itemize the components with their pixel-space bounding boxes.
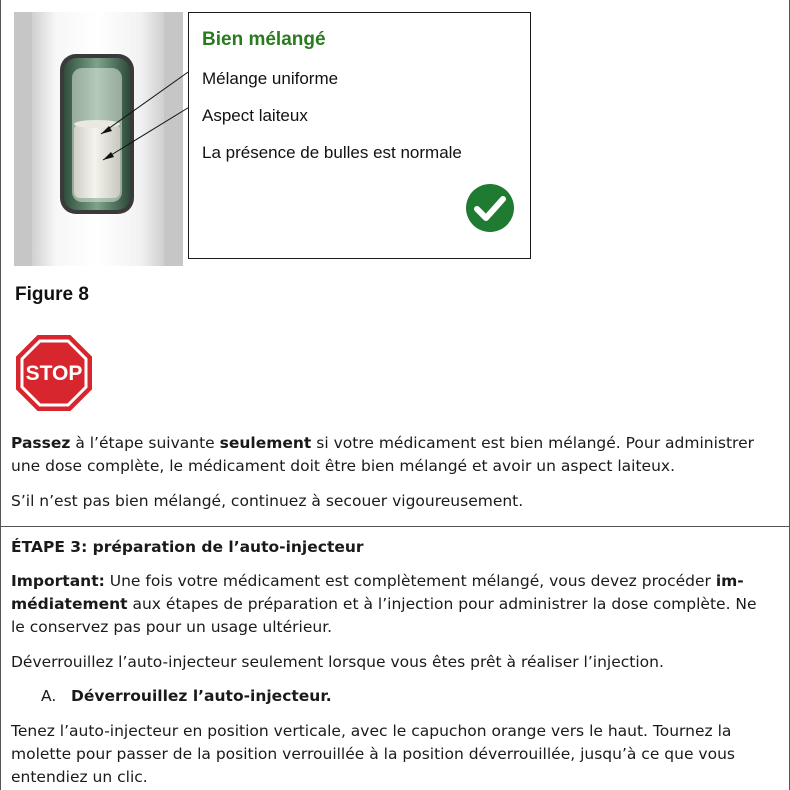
important-paragraph — [11, 570, 771, 639]
substep-a-instructions: Tenez l’auto-injecteur en position verticale, avec le capuchon orange vers le haut. Tournez la molette pour passer de la position verrouillée à la position déverrouillée, jusqu’à ce que vous entendiez un clic. — [11, 722, 735, 786]
callout-title: Bien mélangé — [202, 29, 326, 50]
important-rest: aux étapes de préparation et à l’injection pour administrer la dose complète. Ne le conservez pas pour un usage ultérieur. — [11, 595, 757, 636]
step3-heading — [11, 536, 771, 559]
proceed-text-1: à l’étape suivante — [70, 434, 220, 452]
unlock-note: Déverrouillez l’auto-injecteur seulement lorsque vous êtes prêt à réaliser l’injection. — [11, 653, 664, 671]
proceed-text-2: si votre médicament est bien mélangé. Pour administrer une dose complète, le médicament doit être bien mélangé et avoir un aspect laiteux. — [11, 434, 754, 475]
callout-line-milky: Aspect laiteux — [202, 106, 308, 125]
immediately-keyword: im-médiatement — [11, 572, 744, 613]
proceed-keyword: Passez — [11, 434, 71, 452]
auto-injector-drawing — [14, 12, 183, 266]
stop-sign-icon — [15, 334, 93, 412]
stop-sign-label: STOP — [25, 362, 83, 385]
callout-line-bubbles: La présence de bulles est normale — [202, 143, 462, 162]
substep-title: Déverrouillez l’auto-injecteur. — [71, 687, 332, 705]
step3-cell — [0, 527, 790, 790]
check-circle-icon — [465, 183, 515, 233]
substep-a — [41, 685, 332, 708]
important-label: Important: — [11, 572, 105, 590]
keep-shaking-note: S’il n’est pas bien mélangé, continuez à secouer vigoureusement. — [11, 492, 524, 510]
proceed-instruction — [11, 432, 771, 478]
substep-marker: A. — [41, 687, 57, 705]
callout-box — [188, 12, 531, 259]
auto-injector-illustration — [14, 12, 183, 266]
only-keyword: seulement — [219, 434, 312, 452]
callout-line-uniform: Mélange uniforme — [202, 69, 339, 88]
figure-caption: Figure 8 — [15, 284, 89, 305]
step3-heading-text: ÉTAPE 3: préparation de l’auto-injecteur — [11, 538, 364, 556]
important-text: Une fois votre médicament est complètement mélangé, vous devez procéder — [104, 572, 716, 590]
